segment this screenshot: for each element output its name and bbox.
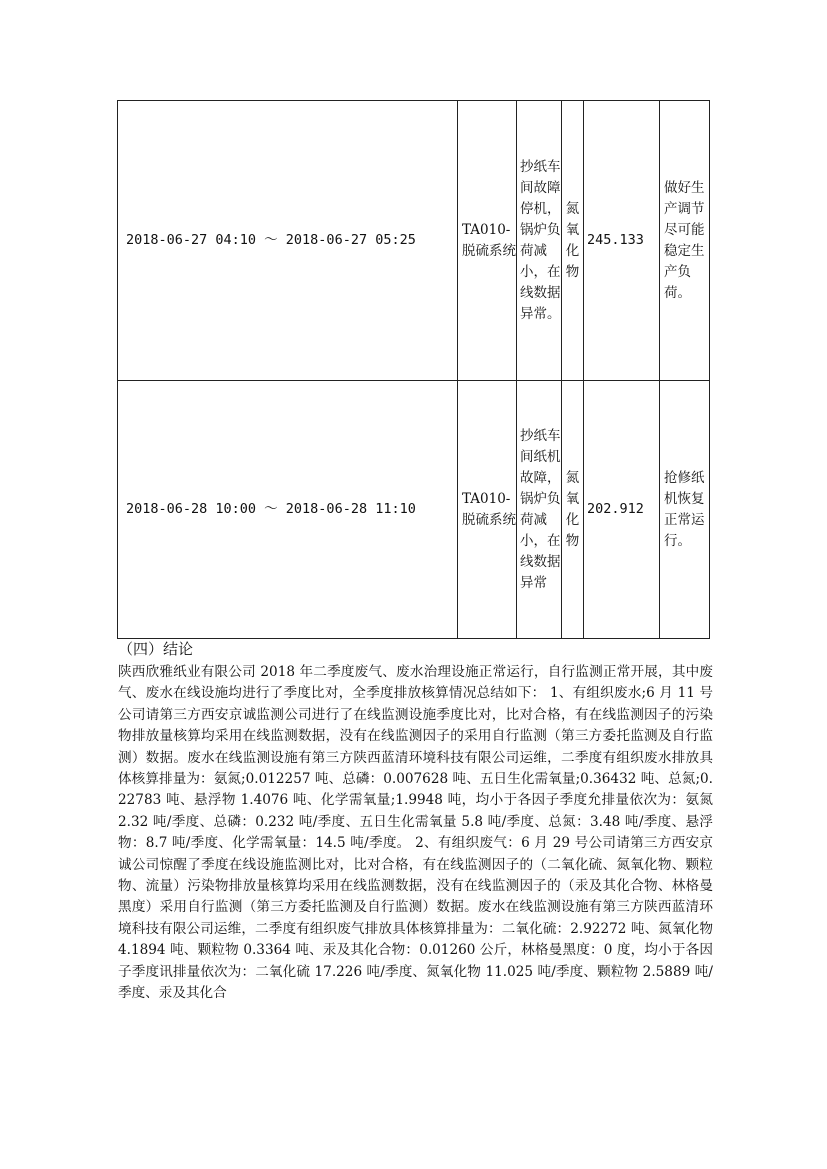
facility-cell: TA010-脱硫系统 [458,381,517,639]
table-row [118,101,710,381]
value-cell: 245.133 [584,101,660,381]
conclusion-paragraph: 陕西欣雅纸业有限公司 2018 年二季度废气、废水治理设施正常运行，自行监测正常开展，其中废气、废水在线设施均进行了季度比对，全季度排放核算情况总结如下： 1、有组织废水;6 月 11 号公司请第三方西安京诚监测公司进行了在线监测设施季度比对，比对合格，有在线监测因子的污染物排放量核算均采用在线监测数据，没有在线监测因子的采用自行监测（第三方委托监测及自行监测）数据。废水在线监测设施有第三方陕西蓝清环境科技有限公司运维，二季度有组织废水排放具体核算排量为：氨氮;0.012257 吨、总磷：0.007628 吨、五日生化需氧量;0.36432 吨、总氮;0.22783 吨、悬浮物 1.4076 吨、化学需氧量;1.9948 吨，均小于各因子季度允排量依次为：氨氮 2.32 吨/季度、总磷：0.232 吨/季度、五日生化需氧量 5.8 吨/季度、总氮：3.48 吨/季度、悬浮物：8.7 吨/季度、化学需氧量：14.5 吨/季度。 2、有组织废气：6 月 29 号公司请第三方西安京诚公司惊醒了季度在线设施监测比对，比对合格，有在线监测因子的（二氧化硫、氮氧化物、颗粒物、流量）污染物排放量核算均采用在线监测数据，没有在线监测因子的（汞及其化合物、林格曼黑度）采用自行监测（第三方委托监测及自行监测）数据。废水在线监测设施有第三方陕西蓝清环境科技有限公司运维，二季度有组织废气排放具体核算排量为：二氧化硫：2.92272 吨、氮氧化物 4.1894 吨、颗粒物 0.3364 吨、汞及其化合物：0.01260 公斤，林格曼黑度：0 度，均小于各因子季度讯排量依次为：二氧化硫 17.226 吨/季度、氮氧化物 11.025 吨/季度、颗粒物 2.5889 吨/季度、汞及其化合 [118,664,713,1002]
table-row [118,381,710,639]
period-cell: 2018-06-27 04:10 ～ 2018-06-27 05:25 [118,101,458,381]
measure-cell: 抢修纸机恢复正常运行。 [660,381,710,639]
pollutant-cell: 氮氧化物 [562,101,584,381]
section-heading: （四）结论 [118,640,194,658]
reason-cell: 抄纸车间纸机故障，锅炉负荷减小，在线数据异常 [517,381,562,639]
reason-cell: 抄纸车间故障停机，锅炉负荷减小，在线数据异常。 [517,101,562,381]
exceedance-table [117,100,710,639]
period-cell: 2018-06-28 10:00 ～ 2018-06-28 11:10 [118,381,458,639]
value-cell: 202.912 [584,381,660,639]
pollutant-cell: 氮氧化物 [562,381,584,639]
measure-cell: 做好生产调节尽可能稳定生产负荷。 [660,101,710,381]
facility-cell: TA010-脱硫系统 [458,101,517,381]
